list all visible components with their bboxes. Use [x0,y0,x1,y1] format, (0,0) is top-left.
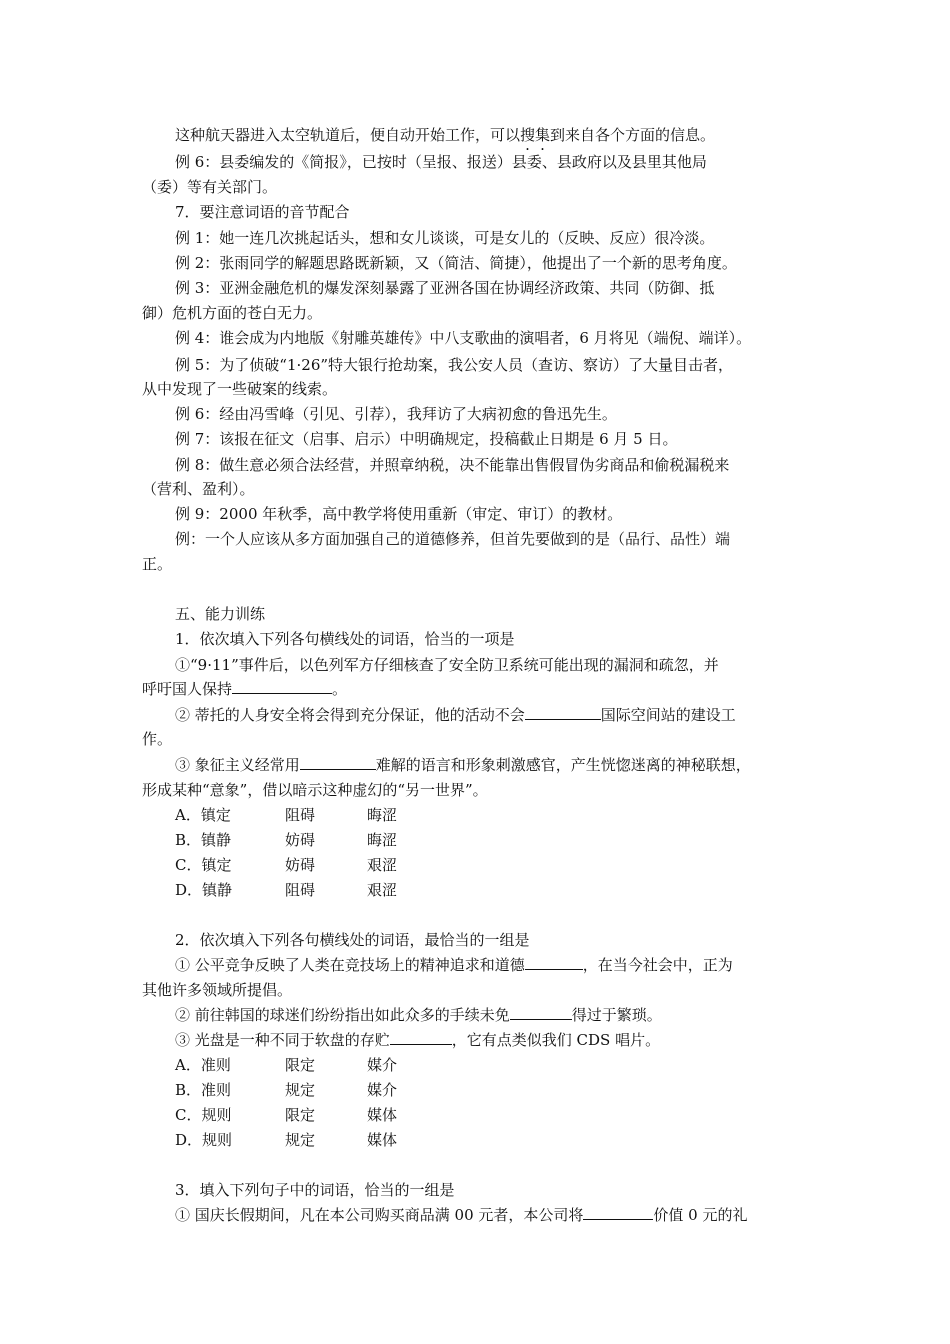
question-sentence [175,1003,812,1027]
option-cell: A．准则 [175,1056,231,1074]
option-row [175,853,397,877]
emphasis-char: 搜 [520,126,536,144]
option-cell: 限定 [285,1056,316,1074]
text: ① 国庆长假期间，凡在本公司购买商品满 00 元者，本公司将 [175,1206,584,1224]
option-cell: 阻碍 [285,806,316,824]
question-stem: 1．依次填入下列各句横线处的词语，恰当的一项是 [175,630,515,648]
text: ，在当今社会中，正为 [582,956,733,974]
text: 国际空间站的建设工 [600,706,736,724]
option-cell: 媒体 [367,1131,398,1149]
question-sentence [175,703,812,727]
option-cell: 艰涩 [367,856,398,874]
option-row [175,1128,397,1152]
option-row [175,1053,397,1077]
text: 。 [332,680,348,698]
example-line: 例 3：亚洲金融危机的爆发深刻暴露了亚洲各国在协调经济政策、共同（防御、抵 [175,279,715,297]
section-title: 五、能力训练 [175,605,266,623]
question-sentence: ①“9·11”事件后，以色列军方仔细核查了安全防卫系统可能出现的漏洞和疏忽，并 [175,656,719,674]
option-row [175,1103,397,1127]
text: ① 公平竞争反映了人类在竞技场上的精神追求和道德 [175,956,525,974]
option-cell: 规定 [285,1131,316,1149]
answer-blank [525,953,583,970]
text: 难解的语言和形象刺激感官，产生恍惚迷离的神秘联想， [375,756,751,774]
example-line: 从中发现了一些破案的线索。 [142,380,338,398]
option-cell: 阻碍 [285,881,316,899]
example-line: 例 2：张雨同学的解题思路既新颖，又（简洁、简捷），他提出了一个新的思考角度。 [175,254,737,272]
text: 呼吁国人保持 [142,680,233,698]
option-row [175,803,397,827]
option-cell: C．镇定 [175,856,232,874]
text: ，它有点类似我们 CDS 唱片。 [451,1031,661,1049]
option-cell: D．镇静 [175,881,233,899]
option-cell: 媒体 [367,1106,398,1124]
text: ② 蒂托的人身安全将会得到充分保证，他的活动不会 [175,706,525,724]
option-cell: 晦涩 [367,831,398,849]
option-cell: 媒介 [367,1081,398,1099]
option-cell: 妨碍 [285,831,316,849]
text: 价值 0 元的礼 [653,1206,748,1224]
option-row [175,828,397,852]
option-cell: 限定 [285,1106,316,1124]
option-cell: A．镇定 [175,806,231,824]
example-line: 例 5：为了侦破“1·26”特大银行抢劫案，我公安人员（查访、察访）了大量目击者， [175,356,734,374]
answer-blank [390,1028,452,1045]
option-cell: 媒介 [367,1056,398,1074]
text: 这种航天器进入太空轨道后，便自动开始工作，可以 [175,126,521,144]
emphasis-char: 集 [535,126,551,144]
option-row [175,878,397,902]
example-line: 例 6：经由冯雪峰（引见、引荐），我拜访了大病初愈的鲁迅先生。 [175,405,617,423]
example-line: 例 1：她一连几次挑起话头，想和女儿谈谈，可是女儿的（反映、反应）很冷淡。 [175,229,715,247]
question-sentence: 作。 [142,730,173,748]
text: ③ 光盘是一种不同于软盘的存贮 [175,1031,390,1049]
section-heading: 7．要注意词语的音节配合 [175,203,350,221]
example-line: 御）危机方面的苍白无力。 [142,304,323,322]
text: ③ 象征主义经常用 [175,756,300,774]
text: 到来自各个方面的信息。 [550,126,716,144]
example-line: （委）等有关部门。 [142,178,278,196]
question-sentence [175,1203,812,1227]
example-line: 例 7：该报在征文（启事、启示）中明确规定，投稿截止日期是 6 月 5 日。 [175,430,678,448]
question-sentence [175,953,812,977]
answer-blank [510,1003,572,1020]
question-sentence: 形成某种“意象”，借以暗示这种虚幻的“另一世界”。 [142,781,488,799]
example-line: 例：一个人应该从多方面加强自己的道德修养，但首先要做到的是（品行、品性）端 [175,530,731,548]
option-cell: 艰涩 [367,881,398,899]
option-cell: 晦涩 [367,806,398,824]
text: 得过于繁琐。 [571,1006,662,1024]
option-cell: B．镇静 [175,831,232,849]
question-sentence: 其他许多领域所提倡。 [142,981,293,999]
option-cell: B．准则 [175,1081,232,1099]
example-line: （营利、盈利）。 [142,480,255,498]
example-line: 例 4：谁会成为内地版《射雕英雄传》中八支歌曲的演唱者，6 月将见（端倪、端详）。 [175,329,752,347]
paragraph-line [175,123,812,147]
example-line: 例 8：做生意必须合法经营，并照章纳税，决不能靠出售假冒伪劣商品和偷税漏税来 [175,456,730,474]
question-stem: 2．依次填入下列各句横线处的词语，最恰当的一组是 [175,931,530,949]
option-cell: D．规则 [175,1131,233,1149]
text: ② 前往韩国的球迷们纷纷指出如此众多的手续未免 [175,1006,510,1024]
answer-blank [525,703,601,720]
option-row [175,1078,397,1102]
question-sentence [175,1028,812,1052]
answer-blank [300,753,376,770]
option-cell: 规定 [285,1081,316,1099]
question-sentence [142,677,812,701]
question-sentence [175,753,812,777]
example-line: 例 6：县委编发的《简报》，已按时（呈报、报送）县委、县政府以及县里其他局 [175,153,707,171]
example-line: 正。 [142,555,173,573]
answer-blank [583,1203,653,1220]
option-cell: C．规则 [175,1106,232,1124]
option-cell: 妨碍 [285,856,316,874]
example-line: 例 9：2000 年秋季，高中教学将使用重新（审定、审订）的教材。 [175,505,623,523]
answer-blank [232,677,332,694]
question-stem: 3．填入下列句子中的词语，恰当的一组是 [175,1181,455,1199]
